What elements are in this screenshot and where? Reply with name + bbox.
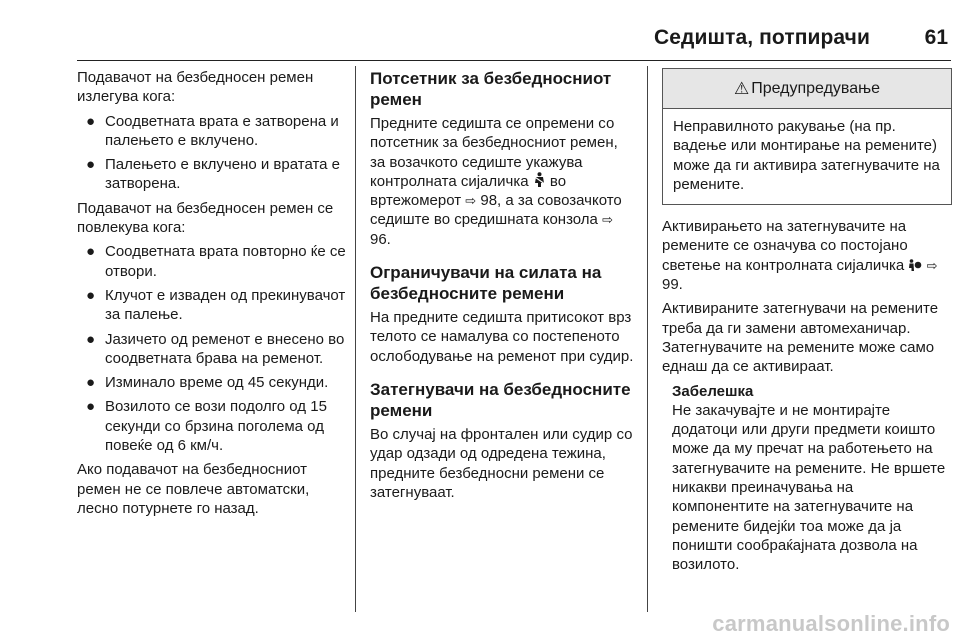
column-2	[370, 68, 636, 507]
bullet-icon: ●	[86, 112, 96, 130]
bullet-icon: ●	[86, 374, 96, 392]
paragraph-pretensioners: Во случај на фронтален или судир со удар одзади од одредена тежина, предните безбедносни ремени се затегнуваат.	[370, 425, 633, 501]
bullet-icon: ●	[86, 330, 96, 348]
airbag-lamp-icon	[908, 259, 922, 272]
section-title-reminder: Потсетник за безбедносниот ремен	[370, 69, 612, 109]
paragraph-replacement: Активираните затегнувачи на ремените треба да ги замени автомеханичар. Затегнувачите на ремените може само еднаш да се активираат.	[662, 300, 939, 376]
page-header	[0, 0, 960, 64]
warning-text: Неправилното ракување (на пр. вадење или монтирање на ремените) може да ги активира затегнувачите на ремените.	[673, 118, 940, 193]
reference-arrow-icon: ⇨	[926, 257, 938, 273]
warning-box	[662, 68, 952, 205]
list-item: ● Возилото се вози подолго од 15 секунди со брзина поголема од повеќе од 6 км/ч.	[86, 398, 327, 455]
column-divider-1	[355, 66, 356, 612]
paragraph-retracts: Подавачот на безбедносен ремен се повлекува кога:	[77, 199, 334, 237]
bullet-icon: ●	[86, 398, 96, 416]
bullet-icon: ●	[86, 286, 96, 304]
section-title-pretensioners: Затегнувачи на безбедносните ремени	[370, 379, 631, 420]
header-rule	[77, 60, 951, 61]
list-item: ● Соодветната врата е затворена и палењето е вклучено.	[86, 112, 339, 149]
page-title: Седишта, потпирачи	[654, 26, 870, 49]
section-title-limiters: Ограничувачи на силата на безбедносните ремени	[370, 263, 602, 304]
seatbelt-reminder-icon	[533, 172, 546, 188]
paragraph-extends: Подавачот на безбедносен ремен излегува кога:	[77, 69, 314, 106]
warning-header	[663, 69, 951, 109]
note-block	[662, 382, 952, 575]
bullet-icon: ●	[86, 243, 96, 261]
warning-title: Предупредување	[751, 79, 881, 97]
paragraph-reminder: Предните седишта се опремени со потсетник за безбедносниот ремен, за возачкото седиште укажува контролната сијаличка во вртежомерот ⇨ 98, а за совозачкото седиште во средишната конзола ⇨ 96.	[370, 115, 622, 248]
paragraph-push-back: Ако подавачот на безбедносниот ремен не се повлече автоматски, лесно потурнете го назад.	[77, 461, 310, 517]
column-3	[662, 68, 952, 575]
list-item: ● Јазичето од ременот е внесено во соодветната брава на ременот.	[86, 330, 345, 367]
list-item: ● Палењето е вклучено и вратата е затворена.	[86, 156, 341, 193]
bullet-icon: ●	[86, 156, 96, 174]
list-item: ● Клучот е изваден од прекинувачот за палење.	[86, 286, 346, 324]
note-text: Не закачувајте и не монтирајте додатоци или други предмети коишто може да му пречат на работењето на затегнувачите на ремените. Не вршете никакви преиначувања на компонентите на затегнувачите на ремените бидејќи тоа може да ја поништи сообраќајната дозвола на возилото.	[672, 401, 946, 574]
paragraph-activation: Активирањето на затегнувачите на ремените се означува со постојано светење на контролната сијаличка ⇨ 99.	[662, 218, 938, 294]
list-item: ● Изминало време од 45 секунди.	[86, 374, 329, 392]
column-1	[77, 68, 349, 523]
reference-arrow-icon: ⇨	[602, 212, 613, 228]
list-item: ● Соодветната врата повторно ќе се отвори.	[86, 243, 346, 280]
paragraph-limiters: На предните седишта притисокот врз телото се намалува со постепеното ослободување на ременот при судир.	[370, 309, 634, 365]
page-number: 61	[924, 26, 948, 49]
watermark: carmanualsonline.info	[712, 611, 950, 636]
column-divider-2	[647, 66, 648, 612]
warning-icon: ⚠	[733, 78, 750, 98]
reference-arrow-icon: ⇨	[465, 193, 477, 209]
note-title: Забелешка	[672, 382, 754, 400]
